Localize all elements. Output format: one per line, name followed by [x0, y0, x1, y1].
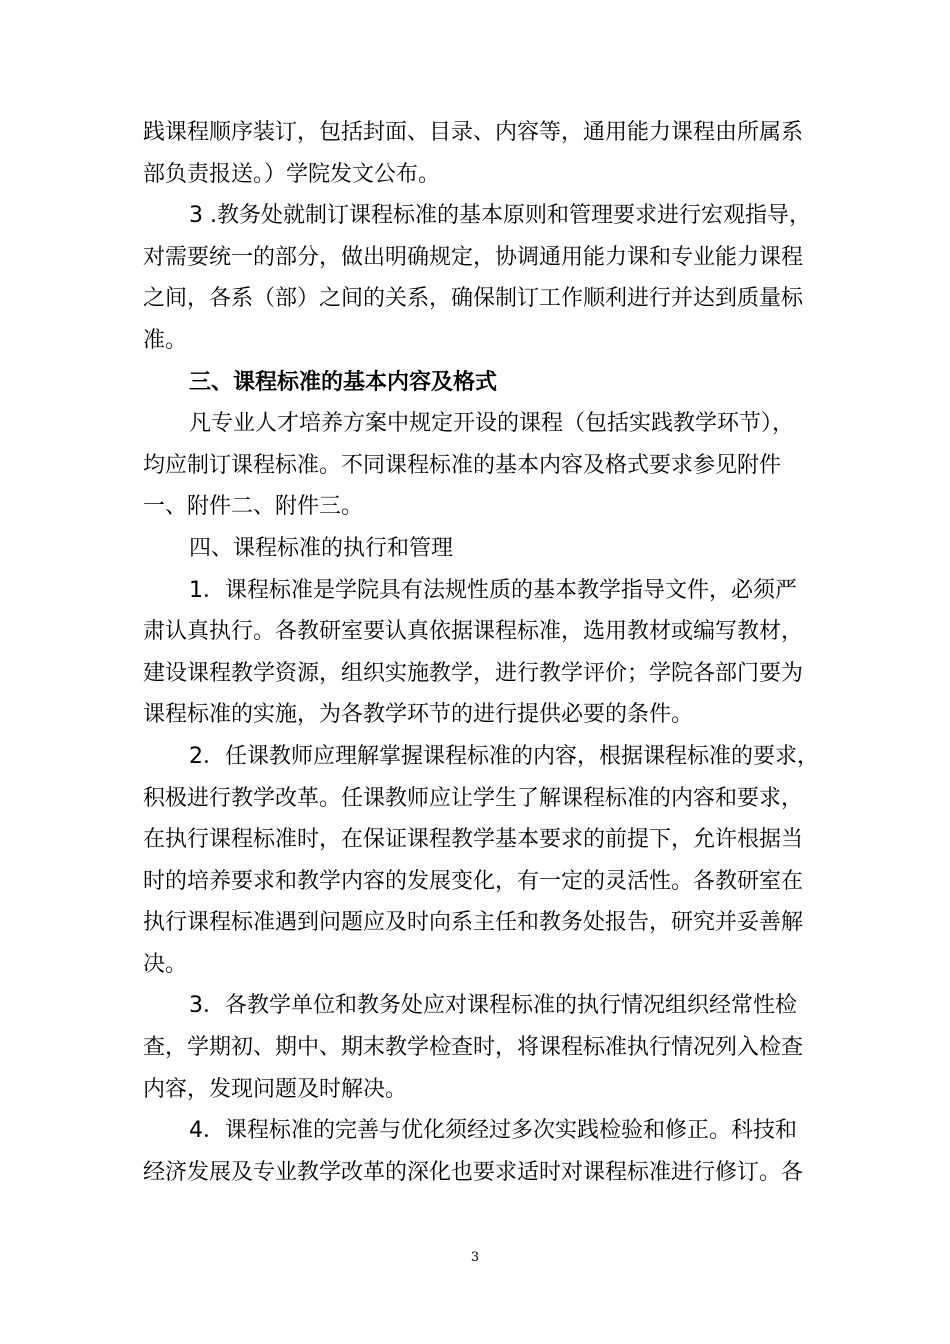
text-line: 经济发展及专业教学改革的深化也要求适时对课程标准进行修订。各 — [143, 1159, 804, 1185]
text-line: 时的培养要求和教学内容的发展变化，有一定的灵活性。各教研室在 — [143, 868, 804, 894]
page-number: 3 — [470, 1250, 480, 1265]
text-line: 肃认真执行。各教研室要认真依据课程标准，选用教材或编写教材， — [143, 619, 804, 645]
text-line: 建设课程教学资源，组织实施教学，进行教学评价；学院各部门要为 — [143, 660, 804, 686]
paragraph-item-2: 2．任课教师应理解掌握课程标准的内容，根据课程标准的要求， — [189, 743, 819, 769]
document-body — [143, 112, 819, 1193]
paragraph-start: 凡专业人才培养方案中规定开设的课程（包括实践教学环节）， — [189, 411, 795, 437]
text-line: 均应制订课程标准。不同课程标准的基本内容及格式要求参见附件 — [143, 452, 782, 478]
text-line: 准。 — [143, 327, 188, 353]
paragraph-item-3: 3 .教务处就制订课程标准的基本原则和管理要求进行宏观指导， — [189, 203, 811, 229]
paragraph-item-3: 3．各教学单位和教务处应对课程标准的执行情况组织经常性检 — [189, 993, 797, 1019]
section-heading-3: 三、课程标准的基本内容及格式 — [189, 369, 498, 395]
text-line: 部负责报送。）学院发文公布。 — [143, 161, 441, 187]
paragraph-item-4: 4．课程标准的完善与优化须经过多次实践检验和修正。科技和 — [189, 1118, 797, 1144]
text-line: 对需要统一的部分，做出明确规定，协调通用能力课和专业能力课程 — [143, 244, 804, 270]
text-line: 之间，各系（部）之间的关系，确保制订工作顺利进行并达到质量标 — [143, 286, 804, 312]
text-line: 积极进行教学改革。任课教师应让学生了解课程标准的内容和要求， — [143, 785, 804, 811]
text-line: 在执行课程标准时，在保证课程教学基本要求的前提下，允许根据当 — [143, 827, 804, 853]
text-line: 执行课程标准遇到问题应及时向系主任和教务处报告，研究并妥善解 — [143, 910, 804, 936]
text-line: 践课程顺序装订，包括封面、目录、内容等，通用能力课程由所属系 — [143, 120, 804, 145]
text-line: 查，学期初、期中、期末教学检查时，将课程标准执行情况列入检查 — [143, 1035, 804, 1061]
text-line: 一、附件二、附件三。 — [143, 494, 364, 520]
text-line: 课程标准的实施，为各教学环节的进行提供必要的条件。 — [143, 702, 694, 728]
section-heading-4: 四、课程标准的执行和管理 — [189, 535, 454, 561]
text-line: 决。 — [143, 951, 188, 977]
text-line: 内容，发现问题及时解决。 — [143, 1076, 408, 1102]
paragraph-item-1: 1．课程标准是学院具有法规性质的基本教学指导文件，必须严 — [189, 577, 797, 603]
